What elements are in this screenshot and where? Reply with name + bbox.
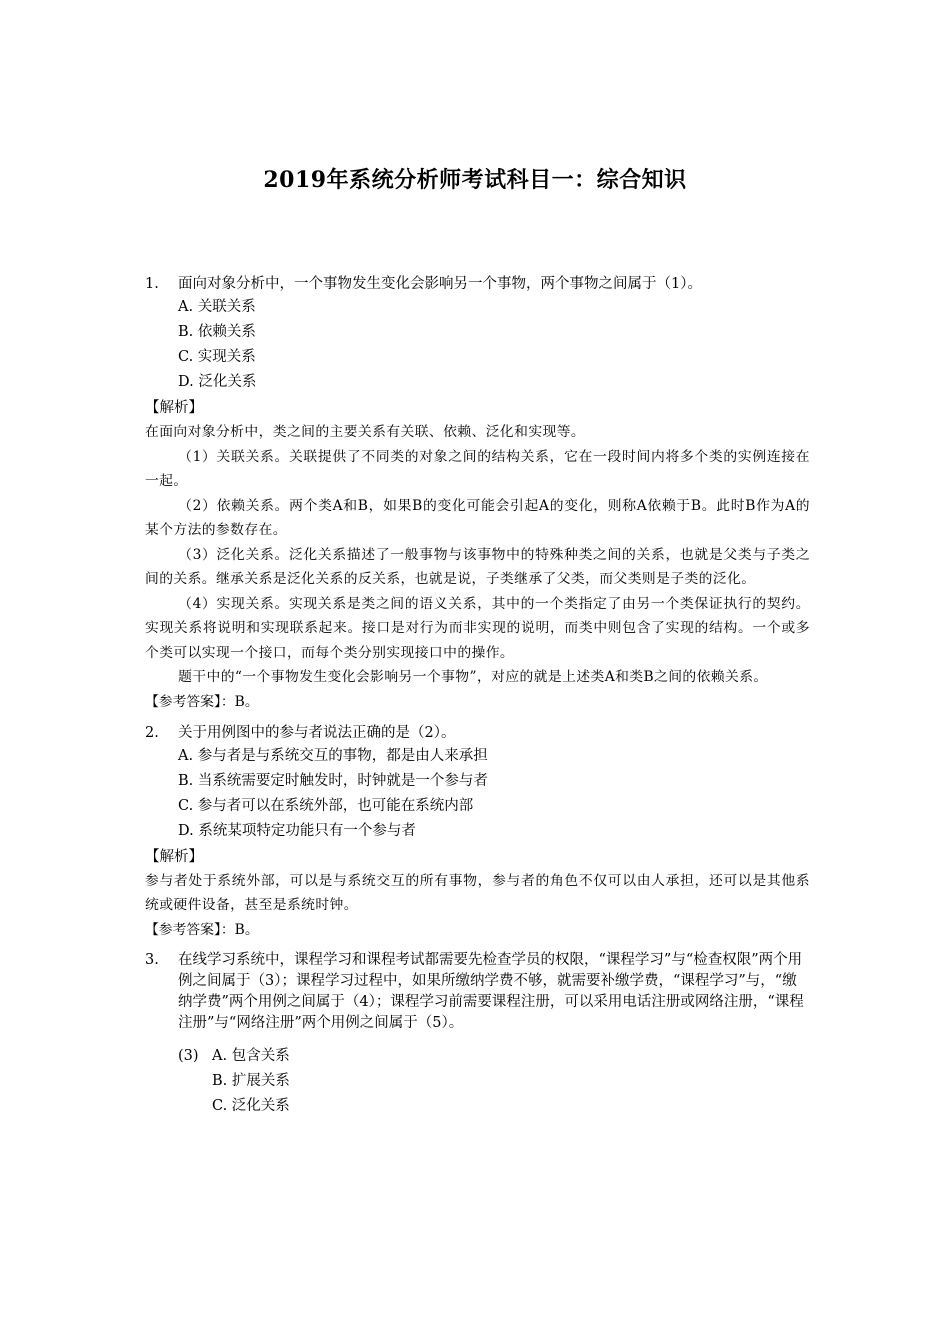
question-stem: 关于用例图中的参与者说法正确的是（2）。 bbox=[178, 724, 456, 741]
analysis-paragraph: （3）泛化关系。泛化关系描述了一般事物与该事物中的特殊种类之间的关系，也就是父类与子类之间的关系。继承关系是泛化关系的反关系，也就是说，子类继承了父类，而父类则是子类的泛化。 bbox=[145, 546, 810, 587]
analysis-paragraph: 在面向对象分析中，类之间的主要关系有关联、依赖、泛化和实现等。 bbox=[145, 424, 586, 440]
option-a: A. 关联关系 bbox=[178, 299, 256, 315]
question-3 bbox=[145, 950, 810, 1034]
option-a: A. 参与者是与系统交互的事物，都是由人来承担 bbox=[178, 747, 488, 764]
analysis-paragraph: （1）关联关系。关联提供了不同类的对象之间的结构关系，它在一段时间内将多个类的实例连接在一起。 bbox=[145, 448, 810, 489]
question-number: 1. bbox=[145, 276, 159, 292]
option-c: C. 参与者可以在系统外部，也可能在系统内部 bbox=[178, 797, 474, 814]
question-stem: 在线学习系统中，课程学习和课程考试都需要先检查学员的权限，“课程学习”与“检查权限”两个用例之间属于（3）；课程学习过程中，如果所缴纳学费不够，就需要补缴学费，“课程学习”与，“缴纳学费”两个用例之间属于（4）；课程学习前需要课程注册，可以采用电话注册或网络注册，“课程注册”与“网络注册”两个用例之间属于（5）。 bbox=[178, 951, 804, 1031]
reference-answer: 【参考答案】：B。 bbox=[145, 693, 259, 710]
option-d: D. 泛化关系 bbox=[178, 374, 257, 390]
analysis-label: 【解析】 bbox=[145, 400, 203, 416]
analysis-paragraph: 参与者处于系统外部，可以是与系统交互的所有事物，参与者的角色不仅可以由人承担，还可以是其他系统或硬件设备，甚至是系统时钟。 bbox=[145, 872, 810, 913]
sub-question-3 bbox=[178, 1044, 810, 1119]
question-1 bbox=[145, 273, 810, 295]
analysis-paragraph: （4）实现关系。实现关系是类之间的语义关系，其中的一个类指定了由另一个类保证执行的契约。实现关系将说明和实现联系起来。接口是对行为而非实现的说明，而类中则包含了实现的结构。一个或多个类可以实现一个接口，而每个类分别实现接口中的操作。 bbox=[145, 595, 810, 661]
option-a: A. 包含关系 bbox=[212, 1047, 290, 1064]
option-c: C. 实现关系 bbox=[178, 349, 256, 365]
analysis-paragraph: （2）依赖关系。两个类A和B，如果B的变化可能会引起A的变化，则称A依赖于B。此时B作为A的某个方法的参数存在。 bbox=[145, 497, 810, 538]
option-d: D. 系统某项特定功能只有一个参与者 bbox=[178, 822, 416, 839]
option-b: B. 当系统需要定时触发时，时钟就是一个参与者 bbox=[178, 772, 488, 789]
sub-question-number: (3) bbox=[178, 1047, 199, 1064]
option-b: B. 依赖关系 bbox=[178, 324, 256, 340]
question-number: 3. bbox=[145, 951, 159, 968]
option-b: B. 扩展关系 bbox=[212, 1072, 290, 1089]
question-2 bbox=[145, 722, 810, 744]
analysis-paragraph: 题干中的“一个事物发生变化会影响另一个事物”，对应的就是上述类A和类B之间的依赖关系。 bbox=[178, 669, 768, 685]
option-c: C. 泛化关系 bbox=[212, 1097, 290, 1114]
reference-answer: 【参考答案】：B。 bbox=[145, 921, 259, 938]
document-content bbox=[145, 273, 810, 1119]
analysis-label: 【解析】 bbox=[145, 848, 203, 865]
page-title: 2019年系统分析师考试科目一：综合知识 bbox=[263, 167, 687, 193]
question-number: 2. bbox=[145, 724, 159, 741]
question-stem: 面向对象分析中，一个事物发生变化会影响另一个事物，两个事物之间属于（1）。 bbox=[178, 276, 702, 292]
